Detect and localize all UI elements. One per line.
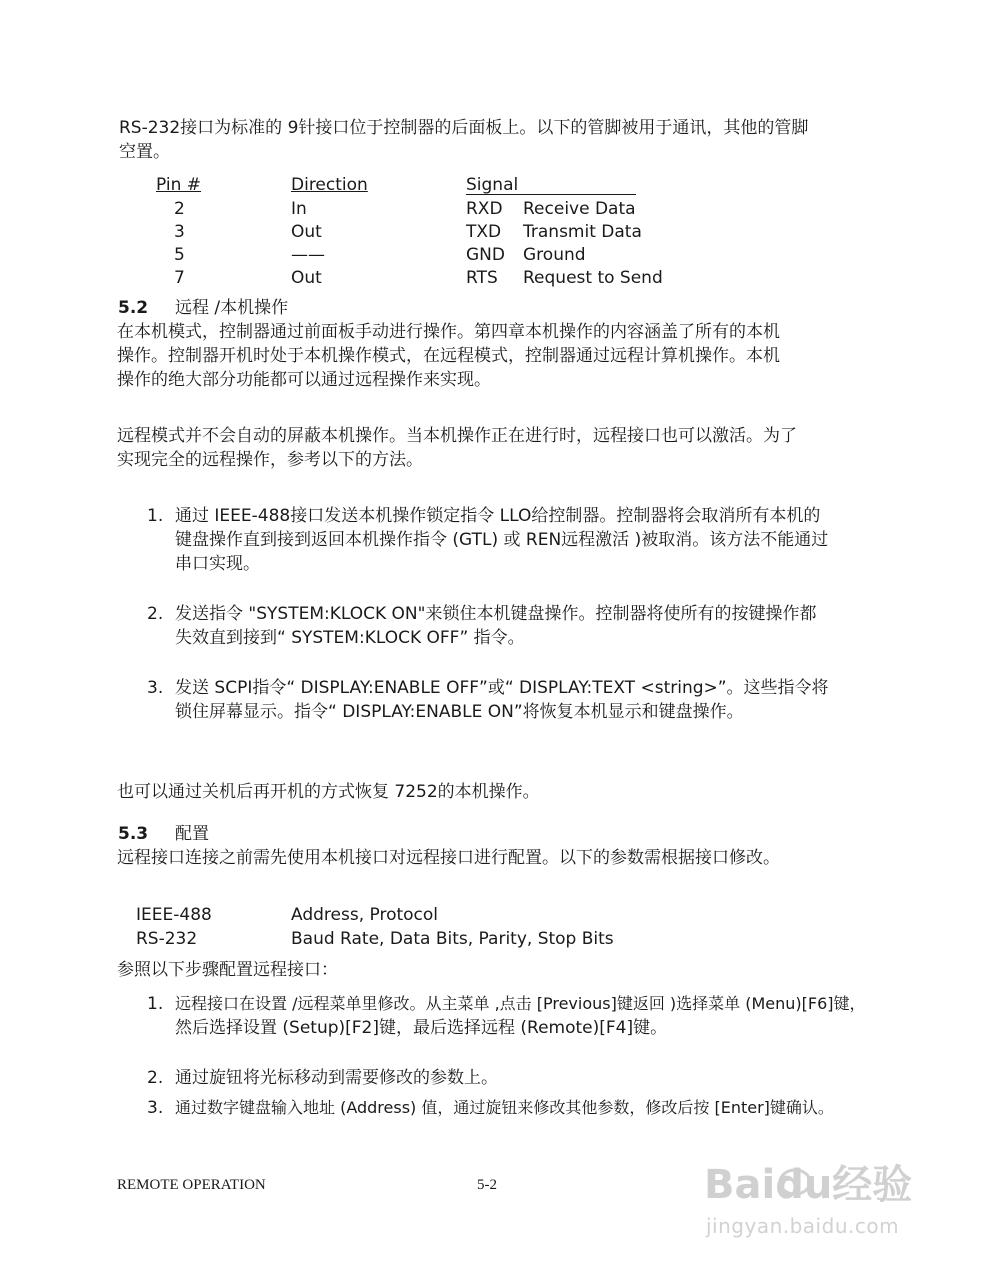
watermark-brand-text: Baidu经验	[704, 1162, 913, 1208]
list-number: 3.	[147, 678, 164, 698]
direction-cell: Out	[291, 222, 322, 242]
list-item-line: 通过旋钮将光标移动到需要修改的参数上。	[175, 1068, 498, 1088]
footer-section-title: REMOTE OPERATION	[117, 1177, 266, 1193]
interface-params: Baud Rate, Data Bits, Parity, Stop Bits	[291, 929, 614, 949]
signal-code-cell: RTS	[466, 268, 498, 288]
list-number: 2.	[147, 604, 164, 624]
section-title: 配置	[175, 824, 209, 844]
section-title: 远程 /本机操作	[175, 298, 289, 318]
pin-cell: 2	[174, 199, 185, 219]
interface-name: RS-232	[136, 929, 198, 949]
paragraph-line: 远程模式并不会自动的屏蔽本机操作。当本机操作正在进行时，远程接口也可以激活。为了	[117, 426, 797, 446]
paragraph-line: 也可以通过关机后再开机的方式恢复 7252的本机操作。	[117, 782, 540, 802]
signal-desc-cell: Receive Data	[523, 199, 636, 219]
pin-cell: 5	[174, 245, 185, 265]
interface-params: Address, Protocol	[291, 905, 439, 925]
list-item-line: 串口实现。	[175, 554, 260, 574]
list-number: 1.	[147, 994, 164, 1014]
interface-name: IEEE-488	[136, 905, 212, 925]
intro-line-1: RS-232接口为标准的 9针接口位于控制器的后面板上。以下的管脚被用于通讯，其他的管脚	[119, 118, 809, 138]
direction-cell: ——	[291, 245, 325, 265]
list-item-line: 然后选择设置 (Setup)[F2]键，最后选择远程 (Remote)[F4]键。	[175, 1018, 668, 1038]
baidu-jingyan-watermark-logo	[700, 1152, 940, 1216]
direction-cell: Out	[291, 268, 322, 288]
footer-page-number: 5-2	[477, 1177, 497, 1193]
direction-header: Direction	[291, 175, 368, 195]
section-number: 5.3	[118, 824, 149, 844]
signal-code-cell: GND	[466, 245, 505, 265]
paragraph-line: 操作的绝大部分功能都可以通过远程操作来实现。	[117, 370, 491, 390]
list-item-line: 通过 IEEE-488接口发送本机操作锁定指令 LLO给控制器。控制器将会取消所有本机的	[175, 506, 821, 526]
pin-cell: 7	[174, 268, 185, 288]
list-item-line: 远程接口在设置 /远程菜单里修改。从主菜单 ,点击 [Previous]键返回 )选择菜单 (Menu)[F6]键，	[175, 994, 866, 1013]
signal-desc-cell: Request to Send	[523, 268, 663, 288]
list-number: 3.	[147, 1098, 164, 1118]
direction-cell: In	[291, 199, 307, 219]
paragraph-line: 在本机模式，控制器通过前面板手动进行操作。第四章本机操作的内容涵盖了所有的本机	[117, 322, 780, 342]
pin-cell: 3	[174, 222, 185, 242]
list-number: 1.	[147, 506, 164, 526]
signal-desc-cell: Ground	[523, 245, 586, 265]
section-number: 5.2	[118, 298, 149, 318]
watermark-url: jingyan.baidu.com	[706, 1214, 900, 1238]
intro-line-2: 空置。	[119, 142, 170, 162]
list-item-line: 发送 SCPI指令“ DISPLAY:ENABLE OFF”或“ DISPLAY:TEXT <string>”。这些指令将	[175, 678, 829, 698]
paragraph-line: 实现完全的远程操作，参考以下的方法。	[117, 450, 423, 470]
list-item-line: 键盘操作直到接到返回本机操作指令 (GTL) 或 REN远程激活 )被取消。该方法不能通过	[175, 530, 829, 550]
signal-header: Signal	[466, 174, 636, 196]
list-item-line: 锁住屏幕显示。指令“ DISPLAY:ENABLE ON”将恢复本机显示和键盘操作。	[175, 702, 744, 722]
paragraph-line: 远程接口连接之前需先使用本机接口对远程接口进行配置。以下的参数需根据接口修改。	[117, 848, 780, 868]
list-item-line: 通过数字键盘输入地址 (Address) 值，通过旋钮来修改其他参数，修改后按 [Enter]键确认。	[175, 1098, 834, 1117]
list-item-line: 发送指令 "SYSTEM:KLOCK ON"来锁住本机键盘操作。控制器将使所有的按键操作都	[175, 604, 817, 624]
list-item-line: 失效直到接到“ SYSTEM:KLOCK OFF” 指令。	[175, 628, 525, 648]
pin-header: Pin #	[156, 175, 202, 195]
list-number: 2.	[147, 1068, 164, 1088]
signal-code-cell: TXD	[466, 222, 502, 242]
paragraph-line: 操作。控制器开机时处于本机操作模式，在远程模式，控制器通过远程计算机操作。本机	[117, 346, 780, 366]
signal-desc-cell: Transmit Data	[523, 222, 642, 242]
paragraph-line: 参照以下步骤配置远程接口：	[117, 960, 338, 980]
signal-code-cell: RXD	[466, 199, 503, 219]
